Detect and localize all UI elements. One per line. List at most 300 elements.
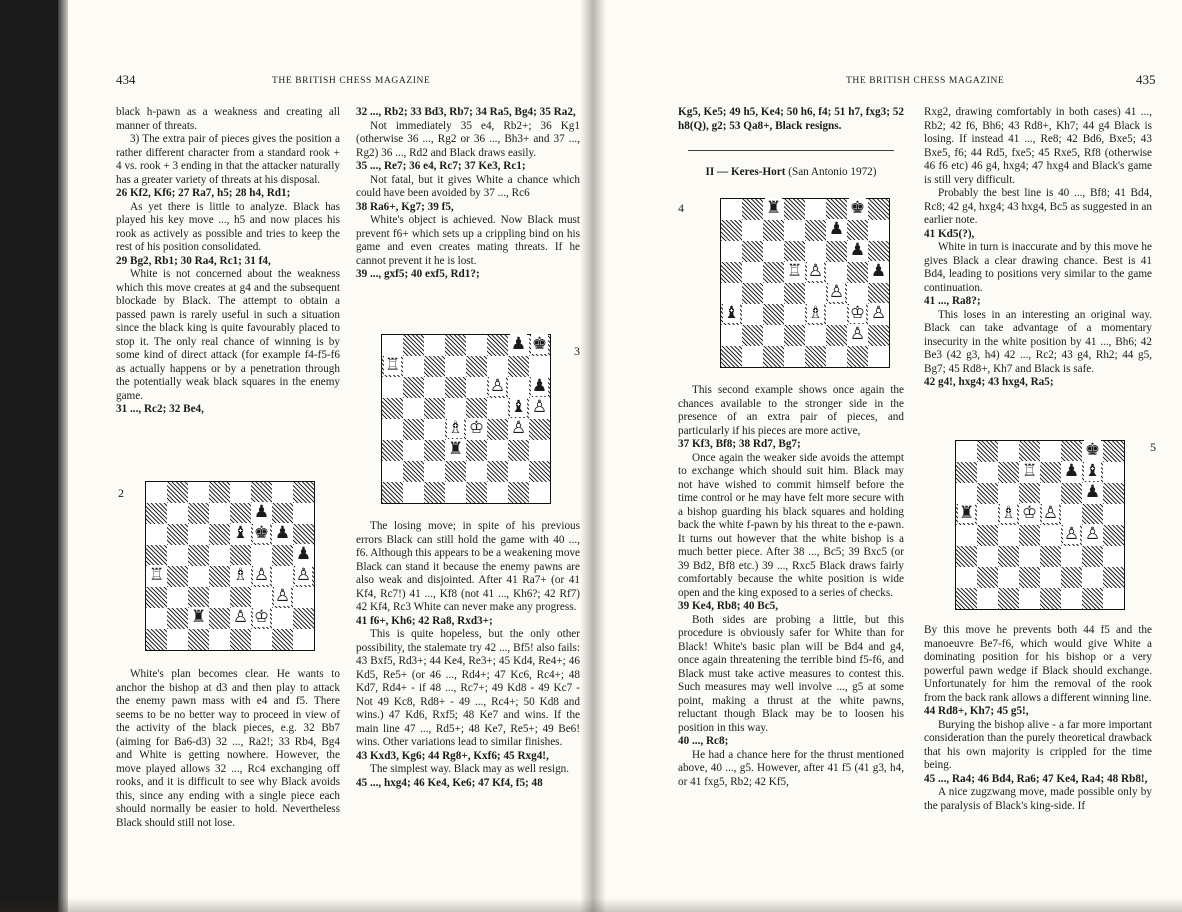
chess-piece-icon xyxy=(1082,463,1103,484)
board-square xyxy=(529,482,550,503)
board-square xyxy=(721,241,742,262)
diagram-number: 4 xyxy=(678,201,684,215)
chess-piece-icon xyxy=(146,567,167,588)
column-4-top xyxy=(924,106,1152,390)
board-square xyxy=(209,566,230,587)
board-square xyxy=(272,482,293,503)
board-square xyxy=(272,629,293,650)
paragraph: Rxg2, drawing comfortably in both cases) 41 ..., Rb2; 42 f6, Bh6; 43 Rd8+, Kh7; 44 g4 Black is losing. If instead 41 ..., Re8; 42 Bd6, Bxe5; 43 Bxe5, f6; 44 Rd5, fxe5; 45 Rxe5, Rf8 (otherwise 46 f6 etc) 46 g4, hxg4; 47 hxg4 and Black's game is still very difficult. xyxy=(924,106,1152,186)
board-square xyxy=(382,419,403,440)
board-square xyxy=(721,199,742,220)
board-square xyxy=(382,461,403,482)
chess-piece-icon xyxy=(251,609,272,630)
board-square xyxy=(272,566,293,587)
board-square xyxy=(487,419,508,440)
board-square xyxy=(868,346,889,367)
board-square xyxy=(1103,546,1124,567)
board-square xyxy=(1103,525,1124,546)
board-square xyxy=(1040,567,1061,588)
board-square xyxy=(742,283,763,304)
paragraph: Not fatal, but it gives White a chance which could have been avoided by 37 ..., Rc6 xyxy=(356,173,580,199)
piece-glyph: ♖ xyxy=(1021,461,1038,481)
move-line: 45 ..., Ra4; 46 Bd4, Ra6; 47 Ke4, Ra4; 48 Rb8!, xyxy=(924,772,1148,785)
piece-glyph: ♙ xyxy=(510,418,527,438)
piece-glyph: ♟ xyxy=(1063,461,1080,481)
board-square xyxy=(805,199,826,220)
board-square xyxy=(847,262,868,283)
board-square xyxy=(826,262,847,283)
board-square xyxy=(826,199,847,220)
board-square xyxy=(487,440,508,461)
board-square xyxy=(382,482,403,503)
board-square xyxy=(1061,546,1082,567)
board-square xyxy=(742,262,763,283)
paragraph: The simplest way. Black may as well resign. xyxy=(370,763,570,775)
board-square xyxy=(742,325,763,346)
board-square xyxy=(209,587,230,608)
board-square xyxy=(146,482,167,503)
board-square xyxy=(742,241,763,262)
paragraph: This loses in an interesting an original way. Black can take advantage of a momentary insecurity in the white position by 41 ..., Bh6; 42 Be3 (42 g3, h4) 42 ..., Rc2; 43 g4, Rh2; 44 g5, Bg7; 45 Rd8+, Kh7 and Black is safe. xyxy=(924,308,1152,375)
move-line: 32 ..., Rb2; 33 Bd3, Rb7; 34 Ra5, Bg4; 35 Ra2, xyxy=(356,106,576,118)
board-square xyxy=(826,346,847,367)
board-square xyxy=(424,419,445,440)
move-line: 29 Bg2, Rb1; 30 Ra4, Rc1; 31 f4, xyxy=(116,254,271,267)
move-line: 37 Kf3, Bf8; 38 Rd7, Bg7; xyxy=(678,438,801,450)
move-line: 31 ..., Rc2; 32 Be4, xyxy=(116,403,204,415)
separator-rule xyxy=(688,150,894,151)
board-square xyxy=(487,335,508,356)
board-square xyxy=(529,440,550,461)
chess-piece-icon xyxy=(1019,463,1040,484)
board-square xyxy=(188,545,209,566)
chess-piece-icon xyxy=(529,336,550,357)
board-square xyxy=(382,377,403,398)
board-square xyxy=(466,356,487,377)
piece-glyph: ♜ xyxy=(447,439,464,459)
board-square xyxy=(167,566,188,587)
piece-glyph: ♙ xyxy=(531,397,548,417)
board-square xyxy=(998,441,1019,462)
board-square xyxy=(977,483,998,504)
chess-piece-icon xyxy=(805,305,826,326)
board-square xyxy=(1061,567,1082,588)
board-square xyxy=(529,461,550,482)
board-square xyxy=(230,629,251,650)
piece-glyph: ♝ xyxy=(232,523,249,543)
board-square xyxy=(293,608,314,629)
paragraph: 3) The extra pair of pieces gives the position a rather different character from a standard rook + 4 vs. rook + 3 ending in that the attacker naturally has a greater variety of threats at his disposal. xyxy=(116,133,340,186)
board-square xyxy=(209,482,230,503)
chess-piece-icon xyxy=(721,305,742,326)
board-square xyxy=(466,398,487,419)
chess-piece-icon xyxy=(293,546,314,567)
move-line: 42 g4!, hxg4; 43 hxg4, Ra5; xyxy=(924,376,1054,388)
board-square xyxy=(721,220,742,241)
column-2-top xyxy=(356,106,580,282)
board-square xyxy=(1040,546,1061,567)
chess-diagram xyxy=(955,440,1125,610)
piece-glyph: ♜ xyxy=(190,607,207,627)
board-square xyxy=(1019,546,1040,567)
board-square xyxy=(763,241,784,262)
piece-glyph: ♚ xyxy=(531,334,548,354)
chess-piece-icon xyxy=(1040,505,1061,526)
board-square xyxy=(466,335,487,356)
chess-piece-icon xyxy=(847,200,868,221)
move-line: 35 ..., Re7; 36 e4, Rc7; 37 Ke3, Rc1; xyxy=(356,160,526,172)
board-square xyxy=(977,567,998,588)
board-square xyxy=(508,356,529,377)
board-square xyxy=(956,441,977,462)
board-square xyxy=(209,608,230,629)
board-square xyxy=(784,304,805,325)
board-square xyxy=(487,398,508,419)
board-square xyxy=(382,398,403,419)
move-line: 41 Kd5(?), xyxy=(924,227,975,240)
board-square xyxy=(868,283,889,304)
board-square xyxy=(956,567,977,588)
move-line: 44 Rd8+, Kh7; 45 g5!, xyxy=(924,705,1029,717)
board-square xyxy=(742,304,763,325)
board-square xyxy=(403,440,424,461)
piece-glyph: ♟ xyxy=(253,502,270,522)
board-square xyxy=(466,461,487,482)
board-square xyxy=(763,220,784,241)
board-square xyxy=(403,335,424,356)
chess-piece-icon xyxy=(956,505,977,526)
paragraph: Once again the weaker side avoids the attempt to exchange which should suit him. Black may not have wished to commit himself before the time control or he may have felt more secure with a bishop guarding his black squares and holding back the white f-pawn by his threat to the e-pawn. It turns out however that the white bishop is a much better piece. After 38 ..., Bc5; 39 Bxc5 (or 39 Bd2, Bf8 etc.) 39 ..., Rxc5 Black draws fairly comfortably because the white position is wide open and the king exposed to a series of checks. xyxy=(678,451,904,599)
board-square xyxy=(998,483,1019,504)
board-square xyxy=(293,482,314,503)
board-square xyxy=(1040,483,1061,504)
piece-glyph: ♚ xyxy=(253,523,270,543)
board-square xyxy=(146,629,167,650)
board-square xyxy=(466,440,487,461)
board-square xyxy=(1040,588,1061,609)
chess-piece-icon xyxy=(847,305,868,326)
paragraph: He had a chance here for the thrust mentioned above, 40 ..., g5. However, after 41 f5 (41 g3, h4, or 41 fxg5, Rb2; 42 Kf5, xyxy=(678,748,904,788)
piece-glyph: ♟ xyxy=(870,261,887,281)
chess-piece-icon xyxy=(293,567,314,588)
board-square xyxy=(251,482,272,503)
board-square xyxy=(847,220,868,241)
piece-glyph: ♙ xyxy=(828,282,845,302)
piece-glyph: ♙ xyxy=(1063,524,1080,544)
board-square xyxy=(742,199,763,220)
board-square xyxy=(805,283,826,304)
move-line: 26 Kf2, Kf6; 27 Ra7, h5; 28 h4, Rd1; xyxy=(116,187,291,199)
board-square xyxy=(167,587,188,608)
board-square xyxy=(956,546,977,567)
piece-glyph: ♔ xyxy=(1021,503,1038,523)
board-square xyxy=(977,441,998,462)
chess-piece-icon xyxy=(868,263,889,284)
board-square xyxy=(445,356,466,377)
chess-piece-icon xyxy=(1082,526,1103,547)
diagram-number: 3 xyxy=(574,344,580,358)
board-square xyxy=(403,377,424,398)
chess-piece-icon xyxy=(1061,463,1082,484)
book-edge xyxy=(0,0,62,912)
chess-piece-icon xyxy=(230,567,251,588)
diagram-number: 2 xyxy=(118,486,124,500)
page-curl-shadow xyxy=(58,0,68,912)
paragraph: White's object is achieved. Now Black must prevent f6+ which sets up a crippling bind on his game and even creates mating threats. If he cannot prevent it he is lost. xyxy=(356,214,580,267)
board-square xyxy=(251,545,272,566)
chess-piece-icon xyxy=(847,242,868,263)
board-square xyxy=(403,398,424,419)
page-bottom-shadow xyxy=(0,898,1182,912)
piece-glyph: ♗ xyxy=(807,303,824,323)
paragraph: White's plan becomes clear. He wants to anchor the bishop at d3 and then play to attack the enemy pawn mass with e4 and f5. There seems to be no better way to proceed in view of the activity of the black pieces, e.g. 32 Bb7 (aiming for Ba6-d3) 32 ..., Ra2!; 33 Rb4, Bg4 and White is getting nowhere. However, the move played allows 32 ..., Rc4 exchanging off rooks, and it is difficult to see why Black avoids this, since any ending with a single piece each should normally be easier to hold. Nevertheless Black should still not lose. xyxy=(116,668,340,829)
board-square xyxy=(487,482,508,503)
piece-glyph: ♟ xyxy=(531,376,548,396)
chess-piece-icon xyxy=(529,378,550,399)
chess-piece-icon xyxy=(466,420,487,441)
board-square xyxy=(293,629,314,650)
column-3-bottom xyxy=(678,384,904,789)
board-square xyxy=(763,262,784,283)
board-square xyxy=(805,241,826,262)
game-heading xyxy=(678,166,904,180)
board-square xyxy=(167,608,188,629)
chess-diagram xyxy=(720,198,890,368)
chess-piece-icon xyxy=(529,399,550,420)
board-square xyxy=(998,588,1019,609)
move-line: 39 ..., gxf5; 40 exf5, Rd1?; xyxy=(356,268,480,280)
board-square xyxy=(847,283,868,304)
piece-glyph: ♙ xyxy=(1042,503,1059,523)
board-square xyxy=(424,461,445,482)
board-square xyxy=(1103,567,1124,588)
chess-piece-icon xyxy=(508,399,529,420)
board-square xyxy=(445,335,466,356)
board-square xyxy=(209,629,230,650)
piece-glyph: ♙ xyxy=(232,607,249,627)
board-square xyxy=(424,482,445,503)
piece-glyph: ♗ xyxy=(232,565,249,585)
board-square xyxy=(998,525,1019,546)
right-page xyxy=(592,0,1182,912)
piece-glyph: ♖ xyxy=(384,355,401,375)
board-square xyxy=(1061,588,1082,609)
diagram-number: 5 xyxy=(1150,440,1156,454)
chess-piece-icon xyxy=(445,441,466,462)
paragraph: Burying the bishop alive - a far more important consideration than the purely theoretical drawback that his own majority is crippled for the time being. xyxy=(924,718,1152,771)
chess-piece-icon xyxy=(1082,484,1103,505)
board-square xyxy=(188,629,209,650)
board-square xyxy=(868,325,889,346)
board-square xyxy=(1019,525,1040,546)
paragraph: The losing move; in spite of his previous errors Black can still hold the game with 40 ..., f6. Although this appears to be a weakening move Black can stand it because the enemy pawns are also weak and disjointed. After 41 Ra7+ (or 41 Kf4, Rc7!) 41 ..., Kf8 (not 41 ..., Kh6?; 42 Rf7) 42 Kf4, Rc3 White can never make any progress. xyxy=(356,520,581,613)
chess-piece-icon xyxy=(272,525,293,546)
chess-piece-icon xyxy=(847,326,868,347)
game-number: II — xyxy=(705,166,729,178)
board-square xyxy=(1040,462,1061,483)
board-square xyxy=(293,503,314,524)
board-square xyxy=(1061,441,1082,462)
board-square xyxy=(146,503,167,524)
board-square xyxy=(403,419,424,440)
board-square xyxy=(167,503,188,524)
board-square xyxy=(763,346,784,367)
board-square xyxy=(1019,588,1040,609)
board-square xyxy=(826,304,847,325)
board-square xyxy=(1082,588,1103,609)
piece-glyph: ♚ xyxy=(1084,440,1101,460)
piece-glyph: ♙ xyxy=(489,376,506,396)
board-square xyxy=(868,241,889,262)
column-4-bottom xyxy=(924,624,1152,813)
board-square xyxy=(998,567,1019,588)
board-square xyxy=(998,546,1019,567)
board-square xyxy=(805,220,826,241)
left-page-number: 434 xyxy=(116,72,136,87)
board-square xyxy=(209,503,230,524)
chess-piece-icon xyxy=(998,505,1019,526)
board-square xyxy=(508,482,529,503)
column-1-bottom xyxy=(116,668,340,830)
paragraph: This is quite hopeless, but the only other possibility, the stalemate try 42 ..., Bf5! also fails: 43 Bxf5, Rd3+; 44 Ke4, Re3+; 45 Kd4, Re4+; 46 Kd5, Re5+ (or 46 ..., Rd4+; 47 Kc6, Rc4+; 48 Kd7, Rd4+ - if 48 ..., Rc7+; 49 Kd8 - 49 Kc7 - Not 49 Kc8, Rd8+ - 49 ..., Rc4+; 50 Kd8 and wins.) 47 Kd6, Rxf5; 48 Ke7 and wins. If the main line 47 ..., Rd5+; 48 Ke7, Re5+; 49 Be6! wins. Other variations lead to similar finishes. xyxy=(356,628,580,748)
board-square xyxy=(272,608,293,629)
board-square xyxy=(763,304,784,325)
paragraph: This second example shows once again the chances available to the stronger side in the presence of an extra pair of pieces, and particularly if his pieces are more active, xyxy=(678,384,904,437)
board-square xyxy=(721,346,742,367)
chess-piece-icon xyxy=(230,609,251,630)
board-square xyxy=(1019,441,1040,462)
board-square xyxy=(977,504,998,525)
chess-piece-icon xyxy=(763,200,784,221)
board-square xyxy=(167,545,188,566)
board-square xyxy=(805,325,826,346)
piece-glyph: ♙ xyxy=(1084,524,1101,544)
piece-glyph: ♔ xyxy=(849,303,866,323)
piece-glyph: ♖ xyxy=(148,565,165,585)
board-square xyxy=(826,325,847,346)
piece-glyph: ♜ xyxy=(765,198,782,218)
board-square xyxy=(230,482,251,503)
board-square xyxy=(1082,567,1103,588)
board-square xyxy=(209,545,230,566)
board-square xyxy=(1061,483,1082,504)
board-square xyxy=(445,377,466,398)
board-square xyxy=(424,440,445,461)
paragraph: White in turn is inaccurate and by this move he gives Black a clear drawing chance. Best is 41 Bd4, leading to positions very similar to the game continuation. xyxy=(924,241,1152,294)
board-square xyxy=(1082,546,1103,567)
board-square xyxy=(826,241,847,262)
chess-piece-icon xyxy=(868,305,889,326)
piece-glyph: ♟ xyxy=(274,523,291,543)
game-players: Keres-Hort xyxy=(730,166,786,178)
board-square xyxy=(424,356,445,377)
board-square xyxy=(188,503,209,524)
board-square xyxy=(403,482,424,503)
board-square xyxy=(209,524,230,545)
piece-glyph: ♟ xyxy=(1084,482,1101,502)
paragraph: Probably the best line is 40 ..., Bf8; 41 Bd4, Rc8; 42 g4, hxg4; 43 hxg4, Bc5 as suggested in an earlier note. xyxy=(924,187,1152,226)
board-square xyxy=(1103,462,1124,483)
chess-piece-icon xyxy=(230,525,251,546)
board-square xyxy=(167,524,188,545)
column-1-top xyxy=(116,106,340,417)
board-square xyxy=(956,462,977,483)
board-square xyxy=(272,545,293,566)
chess-piece-icon xyxy=(382,357,403,378)
board-square xyxy=(487,356,508,377)
move-line: 43 Kxd3, Kg6; 44 Rg8+, Kxf6; 45 Rxg4!, xyxy=(356,749,549,762)
board-square xyxy=(1019,483,1040,504)
piece-glyph: ♔ xyxy=(253,607,270,627)
board-square xyxy=(721,325,742,346)
board-square xyxy=(742,220,763,241)
board-square xyxy=(868,199,889,220)
column-3-top xyxy=(678,106,904,133)
piece-glyph: ♔ xyxy=(468,418,485,438)
board-square xyxy=(721,262,742,283)
piece-glyph: ♚ xyxy=(849,198,866,218)
board-square xyxy=(956,483,977,504)
piece-glyph: ♝ xyxy=(723,303,740,323)
chess-piece-icon xyxy=(508,420,529,441)
paragraph: As yet there is little to analyze. Black has played his key move ..., h5 and now places his rook as actively as possible and tries to keep the rest of his position consolidated. xyxy=(116,200,340,253)
paragraph: A nice zugzwang move, made possible only by the paralysis of Black's king-side. If xyxy=(924,786,1152,812)
book-gutter xyxy=(580,0,606,912)
board-square xyxy=(230,545,251,566)
board-square xyxy=(188,482,209,503)
left-running-head: THE BRITISH CHESS MAGAZINE xyxy=(272,76,431,86)
piece-glyph: ♟ xyxy=(510,334,527,354)
board-square xyxy=(466,482,487,503)
board-square xyxy=(1103,483,1124,504)
board-square xyxy=(445,461,466,482)
piece-glyph: ♖ xyxy=(786,261,803,281)
chess-piece-icon xyxy=(1019,505,1040,526)
board-square xyxy=(998,462,1019,483)
chess-diagram xyxy=(145,481,315,651)
board-square xyxy=(529,419,550,440)
chess-piece-icon xyxy=(1082,442,1103,463)
chess-piece-icon xyxy=(251,525,272,546)
right-page-number: 435 xyxy=(1136,72,1156,87)
board-square xyxy=(188,566,209,587)
chess-piece-icon xyxy=(1061,526,1082,547)
board-square xyxy=(721,283,742,304)
board-square xyxy=(763,283,784,304)
board-square xyxy=(784,220,805,241)
piece-glyph: ♟ xyxy=(849,240,866,260)
board-square xyxy=(424,335,445,356)
move-line: 40 ..., Rc8; xyxy=(678,735,729,747)
board-square xyxy=(763,325,784,346)
board-square xyxy=(424,377,445,398)
chess-piece-icon xyxy=(445,420,466,441)
board-square xyxy=(167,629,188,650)
board-square xyxy=(251,629,272,650)
board-square xyxy=(1040,441,1061,462)
move-line: 41 f6+, Kh6; 42 Ra8, Rxd3+; xyxy=(356,614,493,627)
board-square xyxy=(272,503,293,524)
chess-piece-icon xyxy=(805,263,826,284)
board-square xyxy=(1019,567,1040,588)
chess-piece-icon xyxy=(487,378,508,399)
board-square xyxy=(784,241,805,262)
move-line: 38 Ra6+, Kg7; 39 f5, xyxy=(356,200,454,213)
chess-piece-icon xyxy=(251,567,272,588)
column-2-bottom xyxy=(356,520,580,790)
paragraph: Both sides are probing a little, but this procedure is obviously safer for White than for Black! White's basic plan will be Bd4 and g4, once again threatening the terrible bind f5-f6, and Black must take active measures to contest this. Such measures may well involve ..., g5 at some point, making a thrust at the white pawns, reluctant though Black may be to loosen his position in this way. xyxy=(678,613,904,734)
board-square xyxy=(784,199,805,220)
